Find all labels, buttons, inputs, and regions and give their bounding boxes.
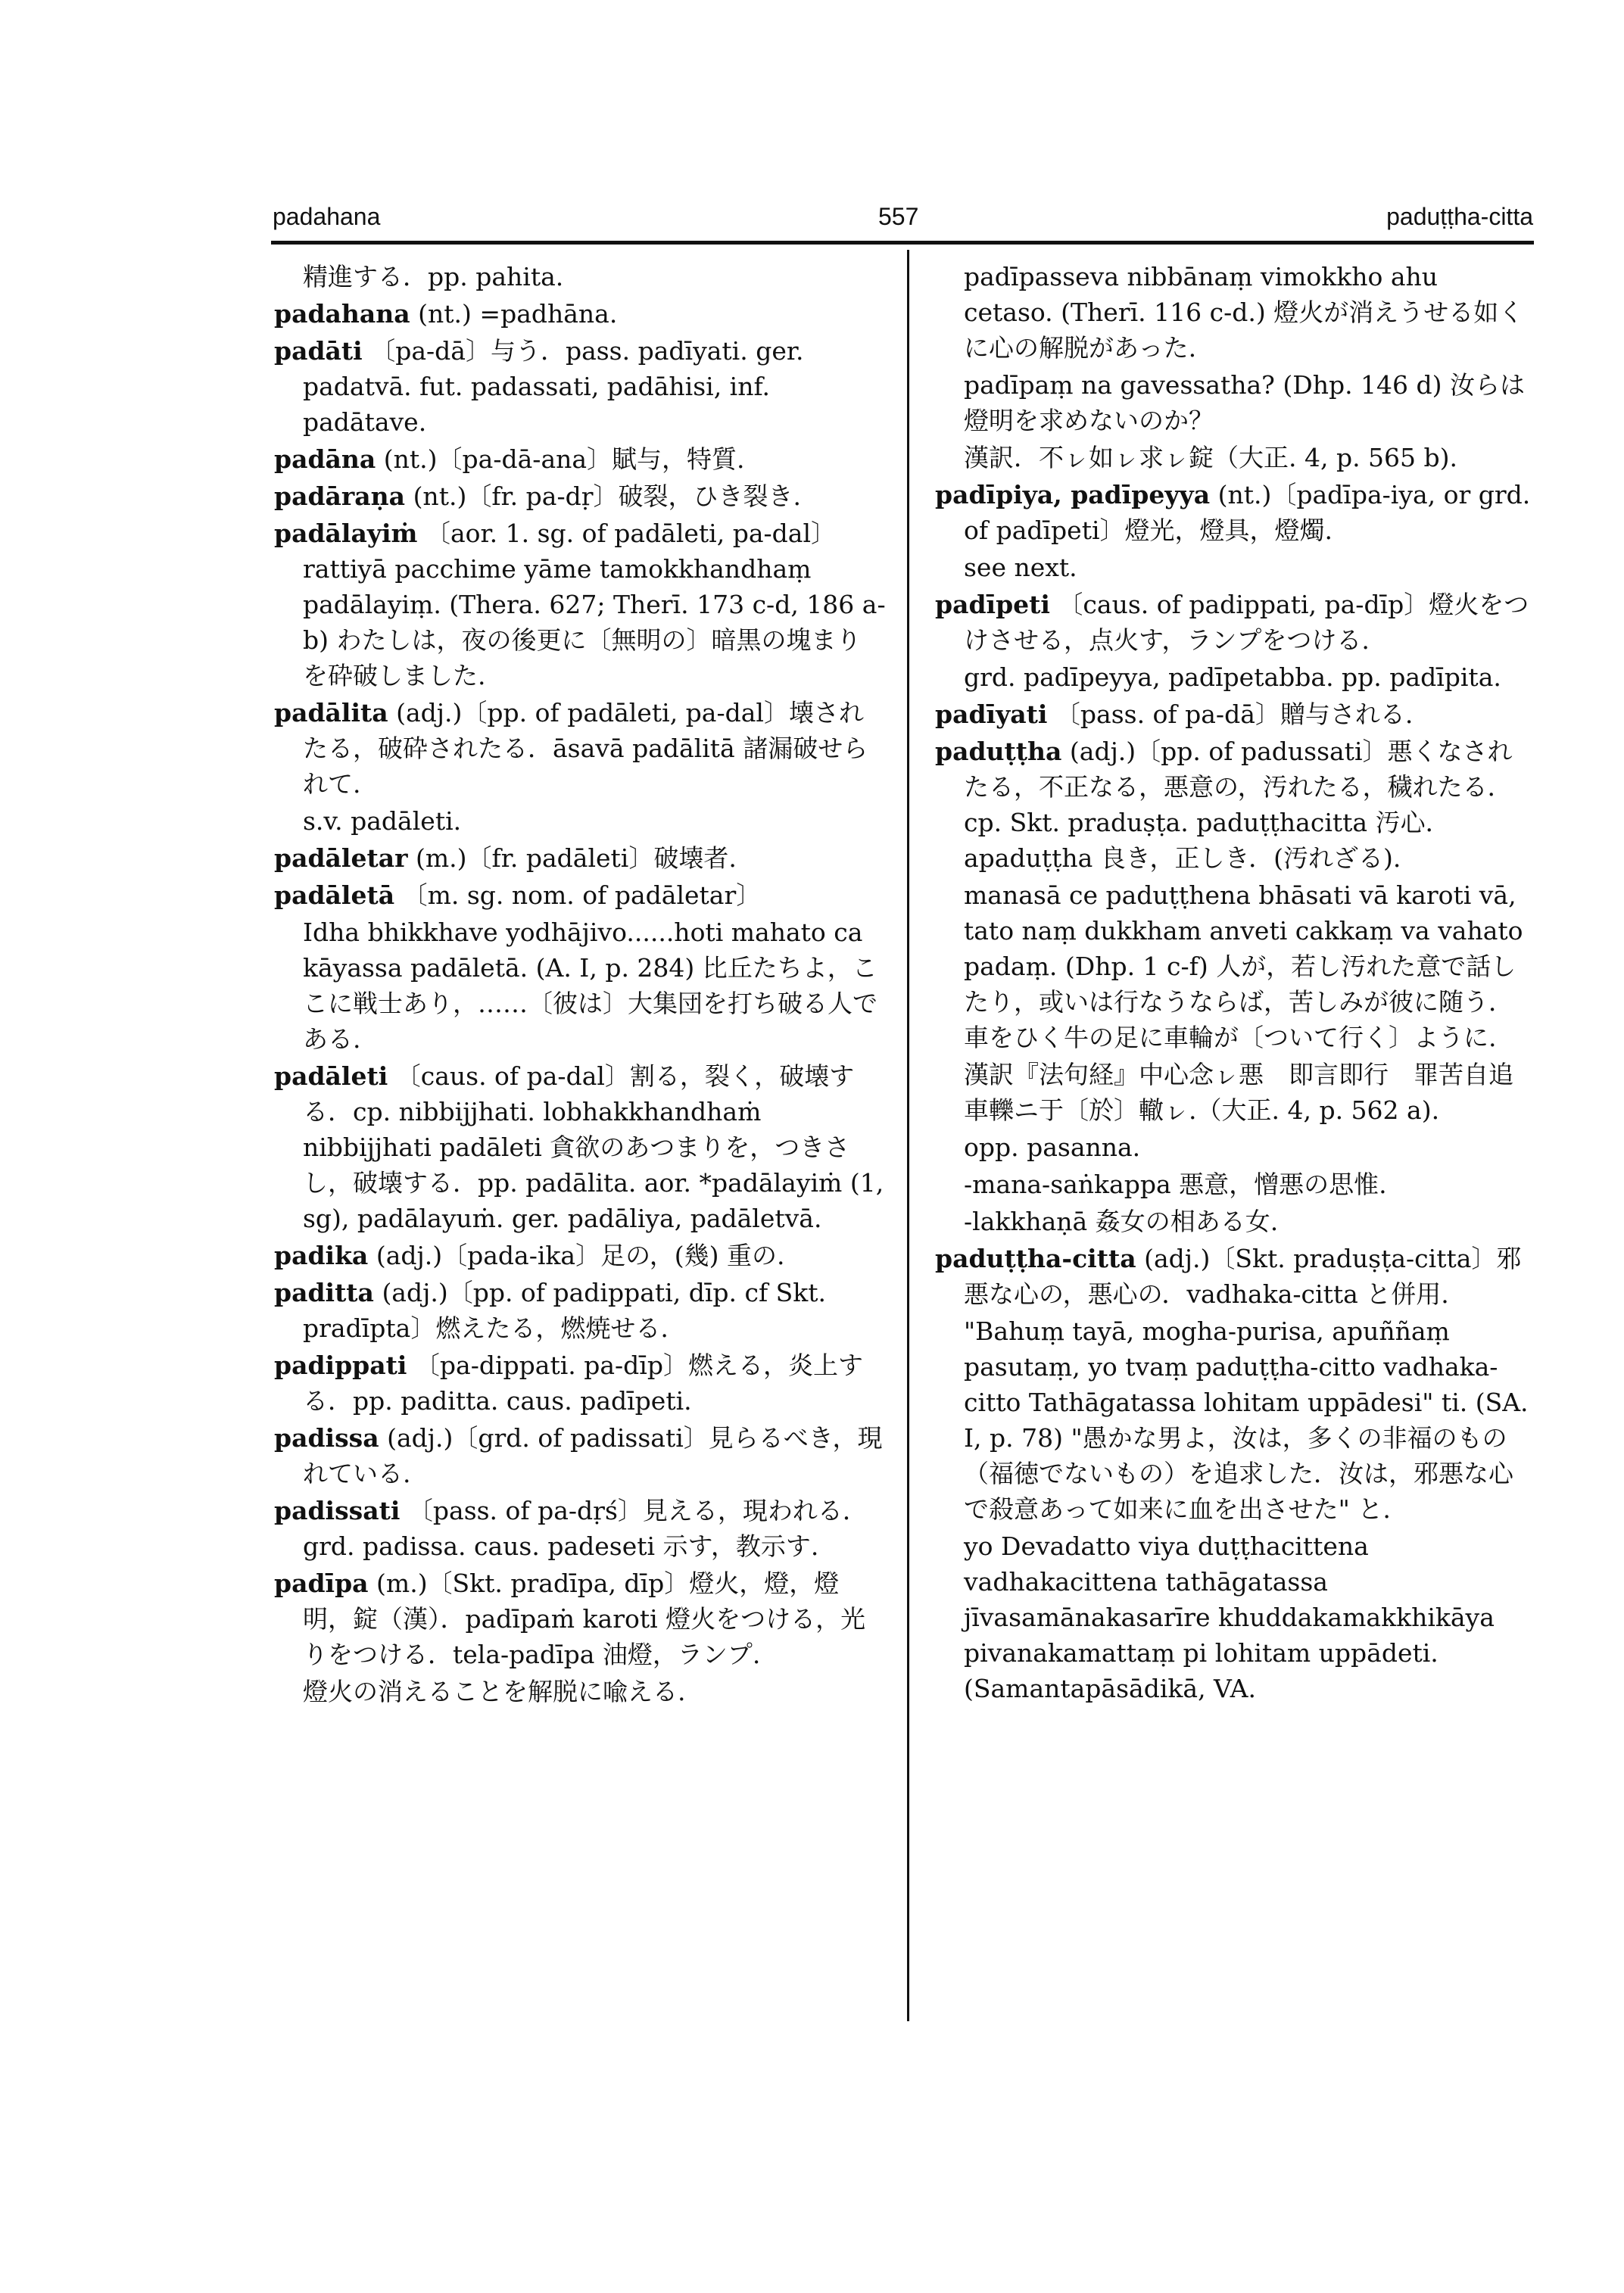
entry-continuation [935,367,1535,438]
page-number: 557 [878,203,919,230]
entry-continuation [935,1204,1535,1239]
entry-text: manasā ce paduṭṭhena bhāsati vā karoti vā, tato naṃ dukkham anveti cakkaṃ va vahato padaṃ. (Dhp. 1 c-f) 人が，若し汚れた意で話したり，或いは行なうならば，苦しみが彼に随う．車をひく牛の足に車輪が〔ついて行く〕ように. [964,880,1523,1052]
entry-text: grd. padīpeyya, padīpetabba. pp. padīpita. [964,662,1501,692]
dictionary-entry [935,734,1535,876]
dictionary-entry [274,1420,886,1491]
entry-text: (nt.)〔pa-dā-ana〕賦与，特質. [383,444,745,474]
dictionary-entry [935,587,1535,658]
entry-text: (adj.)〔pada-ika〕足の，(幾) 重の. [376,1241,785,1270]
header-rule [271,241,1534,245]
entry-text: (adj.)〔pp. of padussati〕悪くなされたる，不正なる，悪意の，汚れたる，穢れたる．cp. Skt. praduṣṭa. paduṭṭhacitta 汚心．apaduṭṭha 良き，正しき．(汚れざる). [964,737,1513,873]
entry-continuation [274,914,886,1057]
header-right-guideword: paduṭṭha-citta [1386,203,1533,230]
entry-text: 〔m. sg. nom. of padāletar〕 [402,880,762,910]
dictionary-entry [274,877,886,913]
headword: paduṭṭha [935,737,1062,766]
headword: padāletar [274,843,408,873]
headword: padīpeti [935,590,1050,619]
entry-continuation [935,440,1535,475]
dictionary-entry [274,516,886,693]
entry-text: (adj.)〔pp. of padāleti, pa-dal〕壊されたる，破砕されたる．āsavā padālitā 諸漏破せられて. [303,698,868,799]
entry-text: 精進する．pp. pahita. [303,262,564,291]
entry-text: 〔caus. of pa-dal〕割る，裂く，破壊する．cp. nibbijjhati. lobhakkhandhaṁ nibbijjhati padāleti 貪欲のあつまりを，つきさし，破壊する．pp. padālita. aor. *padālayiṁ (1, sg), padālayuṁ. ger. padāliya, padāletvā. [303,1061,884,1233]
dictionary-entry [274,695,886,802]
entry-text: (nt.) =padhāna. [418,299,618,329]
entry-text: Idha bhikkhave yodhājivo......hoti mahato ca kāyassa padāletā. (A. I, p. 284) 比丘たちよ，ここに戦士あり，……〔彼は〕大集団を打ち破る人である. [303,918,877,1054]
dictionary-entry [274,478,886,514]
entry-text: (nt.)〔fr. pa-dṛ〕破裂，ひき裂き. [413,481,801,511]
headword: padāletā [274,880,395,910]
headword: paditta [274,1278,374,1307]
left-column [274,259,886,1711]
entry-continuation [935,1313,1535,1527]
entry-continuation [274,803,886,839]
headword: padāraṇa [274,481,406,511]
entry-text: (adj.)〔pp. of padippati, dīp. cf Skt. pradīpta〕燃えたる，燃焼せる. [303,1278,827,1343]
headword: padahana [274,299,410,329]
entry-continuation [935,1167,1535,1202]
entry-continuation [935,1057,1538,1128]
entry-text: 〔pa-dippati. pa-dīp〕燃える，炎上する．pp. paditta. caus. padīpeti. [303,1351,863,1416]
entry-continuation [935,659,1535,695]
dictionary-entry [274,1238,886,1273]
entry-continuation [935,550,1535,585]
entry-text: see next. [964,553,1077,582]
headword: padālayiṁ [274,519,418,548]
page-header [273,203,1533,241]
headword: padīpiya, padīpeyya [935,480,1211,509]
entry-text: padīpaṃ na gavessatha? (Dhp. 146 d) 汝らは燈明を求めないのか？ [964,370,1526,435]
headword: padālita [274,698,388,727]
dictionary-entry [274,1275,886,1346]
right-column [935,259,1538,1708]
entry-text: (adj.)〔Skt. praduṣṭa-citta〕邪悪な心の，悪心の．vadhaka-citta と併用. [964,1244,1522,1309]
entry-text: (m.)〔Skt. pradīpa, dīp〕燈火，燈，燈明，錠（漢）．padīpaṁ karoti 燈火をつける，光りをつける．tela-padīpa 油燈，ランプ. [303,1569,866,1669]
entry-text: padīpasseva nibbānaṃ vimokkho ahu cetaso. (Therī. 116 c-d.) 燈火が消えうせる如くに心の解脱があった. [964,262,1524,363]
dictionary-entry [935,696,1535,732]
headword: padīyati [935,699,1048,729]
dictionary-entry [274,840,886,876]
entry-text: 漢訳．不ㇾ如ㇾ求ㇾ錠（大正. 4, p. 565 b). [964,443,1458,472]
dictionary-entry [274,1347,886,1419]
dictionary-entry [274,296,886,332]
headword: padīpa [274,1569,369,1598]
entry-text: 〔pa-dā〕与う．pass. padīyati. ger. padatvā. fut. padassati, padāhisi, inf. padātave. [303,336,804,437]
column-divider [907,250,909,2021]
entry-continuation [935,1129,1535,1165]
entry-text: 〔pass. of pa-dṛś〕見える，現われる．grd. padissa. caus. padeseti 示す，教示す. [303,1496,868,1561]
headword: padika [274,1241,369,1270]
headword: paduṭṭha-citta [935,1244,1136,1273]
headword: padāleti [274,1061,388,1091]
entry-text: -mana-saṅkappa 悪意，憎悪の思惟. [964,1170,1387,1199]
entry-continuation [935,259,1535,366]
entry-text: opp. pasanna. [964,1132,1141,1162]
entry-continuation [274,1674,886,1709]
entry-continuation [274,259,886,294]
headword: padissati [274,1496,401,1525]
entry-text: 〔aor. 1. sg. of padāleti, pa-dal〕rattiyā pacchime yāme tamokkhandhaṃ padālayiṃ. (Thera. 627; Therī. 173 c-d, 186 a-b) わたしは，夜の後更に〔無明の〕暗黒の塊まりを砕破しました. [303,519,886,690]
header-left-guideword: padahana [273,203,381,230]
entry-text: 燈火の消えることを解脱に喩える. [303,1677,686,1706]
headword: padissa [274,1423,379,1453]
entry-text: "Bahuṃ tayā, mogha-purisa, apuññaṃ pasutaṃ, yo tvaṃ paduṭṭha-citto vadhaka-citto Tathāgatassa lohitam uppādesi" ti. (SA. I, p. 78) "愚かな男よ，汝は，多くの非福のもの（福徳でないもの）を追求した．汝は，邪悪な心で殺意あって如来に血を出させた" と. [964,1316,1529,1524]
dictionary-entry [935,477,1535,548]
entry-text: (m.)〔fr. padāleti〕破壊者. [415,843,737,873]
dictionary-entry [274,333,886,440]
entry-continuation [935,877,1535,1055]
dictionary-entry [274,1493,886,1564]
headword: padippati [274,1351,407,1380]
dictionary-entry [935,1241,1535,1312]
entry-text: s.v. padāleti. [303,806,462,836]
entry-text: yo Devadatto viya duṭṭhacittena vadhakacittena tathāgatassa jīvasamānakasarīre khuddakamakkhikāya pivanakamattaṃ pi lohitam uppādeti. (Samantapāsādikā, VA. [964,1531,1495,1703]
entry-text: (adj.)〔grd. of padissati〕見らるべき，現れている. [303,1423,883,1488]
entry-text: -lakkhaṇā 姦女の相ある女. [964,1207,1279,1236]
entry-continuation [935,1528,1535,1706]
entry-text: 漢訳『法句経』中心念ㇾ悪 即言即行 罪苦自追 車轢ニ于〔於〕轍ㇾ.（大正. 4, p. 562 a). [964,1060,1538,1125]
headword: padāna [274,444,376,474]
dictionary-entry [274,1058,886,1236]
entry-text: 〔caus. of padippati, pa-dīp〕燈火をつけさせる，点火す，ランプをつける. [964,590,1529,655]
entry-text: (nt.)〔padīpa-iya, or grd. of padīpeti〕燈光，燈具，燈燭. [964,480,1531,545]
dictionary-entry [274,1566,886,1672]
headword: padāti [274,336,363,366]
entry-text: 〔pass. of pa-dā〕贈与される. [1055,699,1414,729]
dictionary-entry [274,441,886,477]
